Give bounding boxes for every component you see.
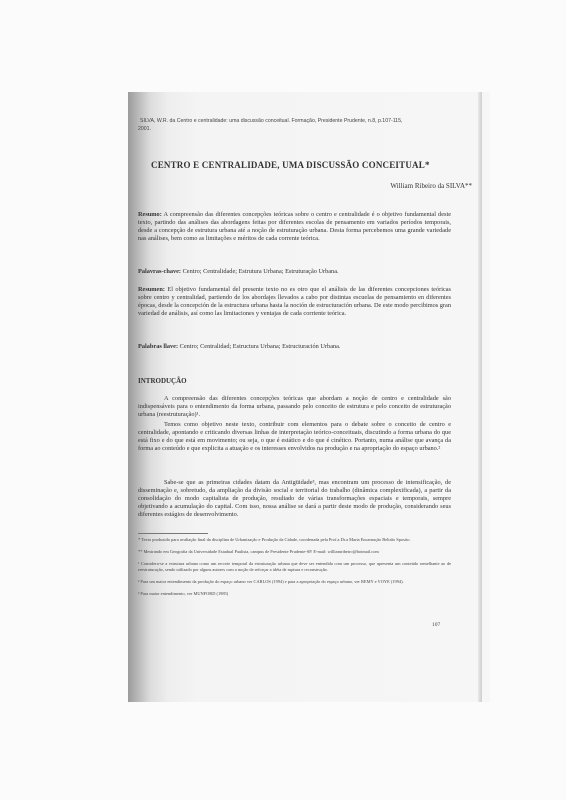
resumen-text: El objetivo fundamental del presente texto no es otro que el análisis de las diferentes concepciones teóricas sobre centro y centralidad, partiendo de los abordajes llevados a cabo por distintas escuelas de pensamiento en diferentes épocas, desde la concepción de la estructura urbana hasta la noción de estructuración urbana. De este modo percibimos gran variedad de análisis, así como las limitaciones y ventajas de cada corriente teórica. [138,286,451,318]
footnote: ² Para um maior entendimento da produção do espaço urbano ver CARLOS (1994) e para a apropriação do espaço urbano, ver REMY e VOYE (1994). [138,579,404,584]
footnote-rule [138,533,208,534]
resumen-label: Resumen: [138,286,165,293]
footnote: ³ Para maior entendimento, ver MUNFORD (1985) [138,591,229,596]
palavras-chave-text: Centro; Centralidade; Estrutura Urbana; Estruturação Urbana. [182,268,339,275]
article-author: William Ribeiro da SILVA** [390,182,472,190]
palabras-llave-label: Palabras llave: [138,343,179,350]
citation-header: SILVA, W.R. da Centro e centralidade: uma discussão conceitual. Formação, Presidente Prudente, n.8, p.107-115, [140,118,403,124]
resumo-label: Resumo: [138,211,162,218]
resumo-text: A compreensão das diferentes concepções teóricas sobre o centro e centralidade é o objetivo fundamental deste texto, partindo das análises das abordagens feitas por diferentes escolas de pensamento em variados períodos temporais, desde a concepção de estrutura urbana até a noção de estruturação urbana. Desta forma percebemos uma grande variedade nas análises, bem como as limitações e méritos de cada corrente teórica. [138,211,451,243]
palavras-chave-block [138,268,451,276]
citation-header-year: 2001. [138,126,151,132]
footnote: ** Mestrando em Geografia da Universidade Estadual Paulista, campus de Presidente Prudente-SP. E-mail: williamribeiro@hotmail.com [138,549,379,554]
intro-paragraph-3: Sabe-se que as primeiras cidades datam da Antigüidade³, mas encontram um processo de intensificação, de disseminação e, sobretudo, da ampliação da divisão social e territorial do trabalho (dinâmica complexificada), a partir da consolidação do modo capitalista de produção, resultado de várias transformações espaciais e temporais, sempre objetivando a acumulação do capital. Com isso, nossa análise se dará a partir deste modo de produção, considerando seus diferentes estágios de desenvolvimento. [138,479,451,519]
section-heading-introducao: INTRODUÇÃO [138,377,187,385]
palabras-llave-text: Centro; Centralidad; Estructura Urbana; Estructuración Urbana. [179,343,341,350]
intro-paragraph-1: A compreensão das diferentes concepções teóricas que abordam a noção de centro e centralidade são indispensáveis para o entendimento da forma urbana, passando pelo conceito de estrutura e pelo conceito de estruturação urbana (reestruturação)¹. [138,395,451,419]
palabras-llave-block [138,343,451,351]
footnote: * Texto produzido para avaliação final da disciplina de Urbanização e Produção da Cidade, coordenada pela Prof.a Dr.a Maria Encarnação Beltrão Sposito. [138,537,411,542]
footnote: ¹ Considera-se a estrutura urbana como um recorte temporal da estruturação urbana que deve ser entendida com um processo, que apresenta um conteúdo semelhante ao de reestruturação, sendo utilizado por alguns autores com a noção de reforçar a idéia de ruptura e reconstrução. [138,561,451,572]
resumen-block [138,286,451,318]
intro-paragraph-2: Temos como objetivo neste texto, contribuir com elementos para o debate sobre o conceito de centro e centralidade, apontando e criticando diversas linhas de interpretação teórico-conceituais, discutindo a forma urbana do que está fixo e do que está em movimento; ou seja, o que é estático e do que é cinético. Portanto, numa análise que avança da forma ao conteúdo e que explicita a atuação e os interesses envolvidos na produção e na apropriação do espaço urbano.² [138,421,451,453]
resumo-block [138,211,451,243]
page-number: 107 [432,622,441,628]
article-title: CENTRO E CENTRALIDADE, UMA DISCUSSÃO CONCEITUAL* [151,160,430,170]
palavras-chave-label: Palavras-chave: [138,268,182,275]
page-edge [478,92,482,702]
